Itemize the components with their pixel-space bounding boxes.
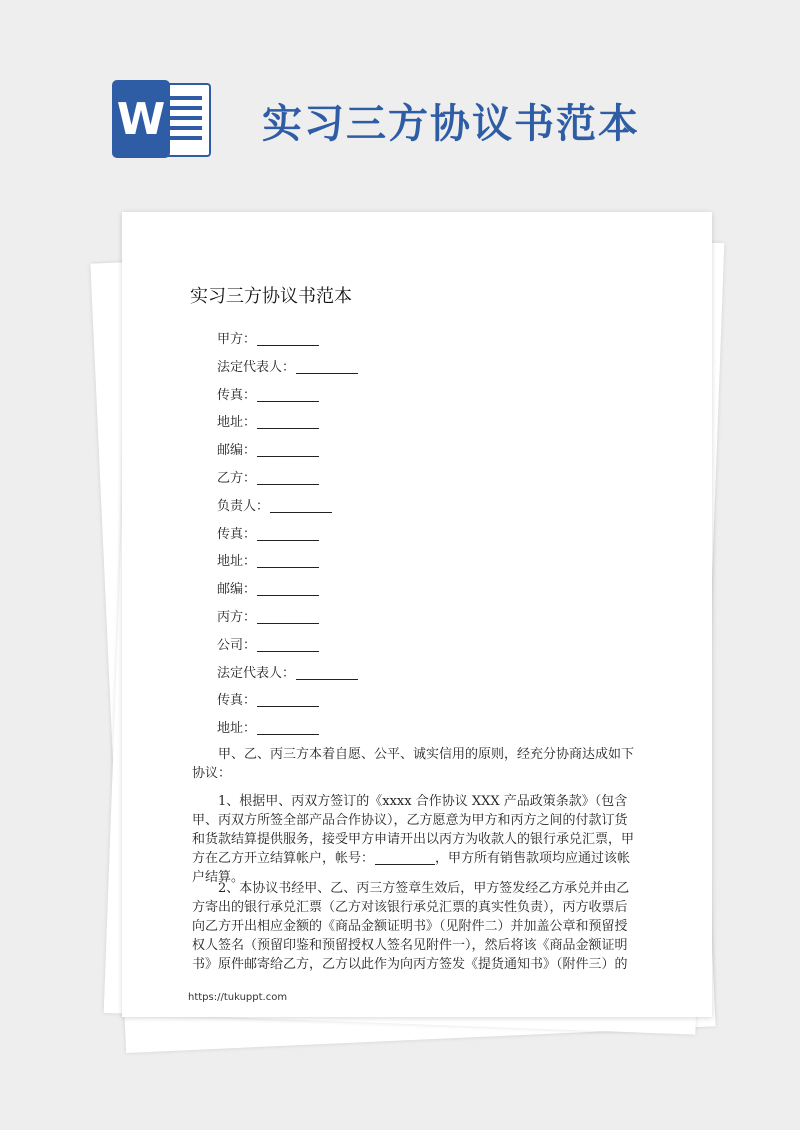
field-label: 法定代表人：: [217, 359, 296, 375]
paragraph-intro: 甲、乙、丙三方本着自愿、公平、诚实信用的原则，经充分协商达成如下协议：: [192, 747, 635, 781]
fill-blank: [296, 373, 358, 374]
field-label: 甲方：: [217, 332, 257, 347]
field-legal-rep-c: [217, 660, 358, 688]
field-label: 传真：: [217, 526, 257, 542]
field-fax-c: [217, 687, 358, 715]
field-address-b: [217, 548, 358, 576]
word-icon-letter: W: [116, 94, 166, 145]
field-label: 地址：: [217, 554, 257, 570]
field-label: 传真：: [217, 387, 257, 403]
field-party-a: [217, 326, 358, 354]
field-postcode-a: [217, 437, 358, 465]
document-title: 实习三方协议书范本: [190, 286, 352, 307]
field-label: 公司：: [217, 637, 257, 653]
fill-blank: [257, 651, 319, 652]
field-fax-a: [217, 382, 358, 410]
fill-blank: [257, 484, 319, 485]
fill-blank: [257, 345, 319, 346]
field-label: 地址：: [217, 721, 257, 737]
field-label: 邮编：: [217, 443, 257, 459]
fill-blank: [257, 540, 319, 541]
field-label: 邮编：: [217, 582, 257, 598]
paragraph-clause-1: [192, 792, 638, 887]
fill-blank: [270, 512, 332, 513]
field-label: 法定代表人：: [217, 665, 296, 681]
fill-blank: [257, 428, 319, 429]
paragraph-clause-2: 2、本协议书经甲、乙、丙三方签章生效后，甲方签发经乙方承兑并由乙方寄出的银行承兑汇票（乙方对该银行承兑汇票的真实性负责），丙方收票后向乙方开出相应金额的《商品金额证明书》（见附件二）并加盖公章和预留授权人签名（预留印鉴和预留授权人签名见附件一），然后将该《商品金额证明书》原件邮寄给乙方，乙方以此作为向丙方签发《提货通知书》（附件三）的: [192, 881, 630, 972]
footer-url: https://tukuppt.com: [188, 992, 288, 1003]
fill-blank: [257, 623, 319, 624]
field-company-c: [217, 632, 358, 660]
field-party-b: [217, 465, 358, 493]
field-postcode-b: [217, 576, 358, 604]
field-label: 乙方：: [217, 470, 257, 486]
clause-1-text: 1、根据甲、丙双方签订的《xxxx 合作协议 XXX 产品政策条款》（包含甲、丙双方所签全部产品合作协议），乙方愿意为甲方和丙方之间的付款订货和货款结算提供服务，接受甲方申请开出以丙方为收款人的银行承兑汇票，甲方在乙方开立结算帐户，帐号：: [192, 794, 635, 866]
word-app-icon: [112, 80, 212, 158]
field-address-a: [217, 409, 358, 437]
field-party-c: [217, 604, 358, 632]
fill-blank: [257, 401, 319, 402]
clause-1-text-end: ，甲方所有销售款项均应通过该帐户结算。: [192, 851, 631, 885]
field-label: 负责人：: [217, 498, 270, 514]
fill-blank: [257, 456, 319, 457]
page-title: 实习三方协议书范本: [262, 101, 640, 147]
fill-blank: [257, 567, 319, 568]
field-address-c: [217, 715, 358, 743]
field-legal-rep-a: [217, 354, 358, 382]
field-fax-b: [217, 521, 358, 549]
document-page: [122, 212, 712, 1017]
fill-blank: [257, 734, 319, 735]
fill-blank: [257, 706, 319, 707]
party-fields: [217, 326, 358, 743]
field-person-in-charge-b: [217, 493, 358, 521]
fill-blank: [257, 595, 319, 596]
field-label: 地址：: [217, 415, 257, 431]
header: [0, 0, 800, 200]
field-label: 传真：: [217, 693, 257, 709]
fill-blank: [296, 679, 358, 680]
fill-blank: [375, 864, 435, 865]
field-label: 丙方：: [217, 609, 257, 625]
